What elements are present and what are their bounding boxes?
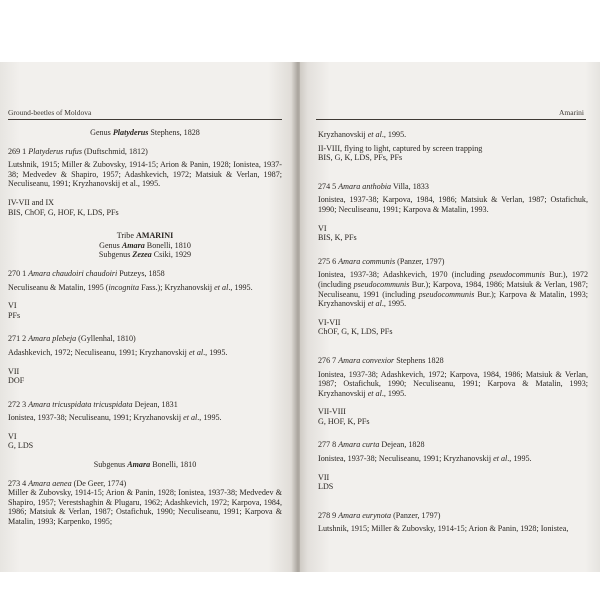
species-habitats-275: ChOF, G, K, LDS, PFs xyxy=(318,327,393,337)
species-months-270: VI xyxy=(8,301,17,311)
species-habitats-277: LDS xyxy=(318,482,334,492)
species-refs-278: Lutshnik, 1915; Miller & Zubovsky, 1914-15; Arion & Panin, 1928; Ionistea, xyxy=(318,524,569,534)
species-months-275: VI-VII xyxy=(318,317,341,327)
species-refs-274: Ionistea, 1937-38; Karpova, 1984, 1986; Matsiuk & Verlan, 1987; Ostafichuk, 1990; Neculiseanu, 1991; Karpova & Matalin, 1993. xyxy=(318,195,588,214)
continued-refs-273: Kryzhanovskij et al., 1995. xyxy=(318,130,407,139)
species-title-272: 272 3 Amara tricuspidata tricuspidata Dejean, 1831 xyxy=(8,399,178,409)
tribe-heading-amarini: Tribe AMARINI xyxy=(116,231,174,241)
species-refs-277: Ionistea, 1937-38; Neculiseanu, 1991; Kryzhanovskij et al., 1995. xyxy=(318,454,532,464)
species-refs-273: Miller & Zubovsky, 1914-15; Arion & Panin, 1928; Ionistea, 1937-38; Medvedev & Shapiro, 1957; Verestshaghin & Plugaru, 1962; Adashkevich, 1972; Karpova, 1984, 1986; Matsiuk & Verlan, 1987; Ostafichuk, 1990; Neculiseanu, 1991; Karpova & Matalin, 1993; Karpenko, 1995; xyxy=(8,488,282,527)
species-refs-270: Neculiseanu & Matalin, 1995 (incognita Fass.); Kryzhanovskij et al., 1995. xyxy=(8,282,253,292)
species-refs-275: Ionistea, 1937-38; Adashkevich, 1970 (including pseudocommunis Bur.), 1972 (including pseudocommunis Bur.); Karpova, 1984, 1986; Matsiuk & Verlan, 1987; Neculiseanu, 1991 (including pseudocommunis Bur.); Karpova & Matalin, 1993; Kryzhanovskij et al., 1995. xyxy=(318,270,589,309)
species-months-272: VI xyxy=(8,431,17,441)
species-title-271: 271 2 Amara plebeja (Gyllenhal, 1810) xyxy=(8,334,136,344)
subgenus-heading-amara: Subgenus Amara Bonelli, 1810 xyxy=(93,460,197,470)
header-rule-left xyxy=(8,119,282,120)
species-habitats-269: BIS, ChOF, G, HOF, K, LDS, PFs xyxy=(8,207,119,217)
species-refs-271: Adashkevich, 1972; Neculiseanu, 1991; Kryzhanovskij et al., 1995. xyxy=(8,347,228,357)
header-rule-right xyxy=(316,119,586,120)
species-habitats-274: BIS, K, PFs xyxy=(318,233,357,243)
species-months-273: II-VIII, flying to light, captured by screen trapping xyxy=(318,143,483,153)
species-title-269: 269 1 Platyderus rufus (Duftschmid, 1812) xyxy=(8,146,148,156)
species-habitats-276: G, HOF, K, PFs xyxy=(318,416,370,426)
species-refs-272: Ionistea, 1937-38; Neculiseanu, 1991; Kryzhanovskij et al., 1995. xyxy=(8,413,222,423)
right-page xyxy=(300,62,600,572)
species-refs-269: Lutshnik, 1915; Miller & Zubovsky, 1914-15; Arion & Panin, 1928; Ionistea, 1937-38; Medvedev & Shapiro, 1957; Adashkevich, 1972; Matsiuk & Verlan, 1987; Neculiseanu, 1991; Kryzhanovskij et al., 1995. xyxy=(8,160,282,189)
subgenus-heading-zezea: Subgenus Zezea Csiki, 1929 xyxy=(98,250,192,260)
species-months-269: IV-VII and IX xyxy=(8,197,55,207)
species-title-275: 275 6 Amara communis (Panzer, 1797) xyxy=(318,256,445,266)
species-habitats-273: BIS, G, K, LDS, PFs, PFs xyxy=(318,153,403,163)
species-habitats-270: PFs xyxy=(8,310,21,320)
species-title-277: 277 8 Amara curta Dejean, 1828 xyxy=(318,440,425,450)
species-title-270: 270 1 Amara chaudoiri chaudoiri Putzeys, 1858 xyxy=(8,268,165,278)
species-habitats-271: DOF xyxy=(8,376,25,386)
species-months-274: VI xyxy=(318,223,327,233)
species-months-276: VII-VIII xyxy=(318,407,346,417)
genus-heading-amara: Genus Amara Bonelli, 1810 xyxy=(99,240,191,250)
species-months-277: VII xyxy=(318,472,330,482)
species-months-271: VII xyxy=(8,366,20,376)
species-habitats-272: G, LDS xyxy=(8,441,34,451)
left-page-content xyxy=(8,128,282,527)
species-title-273: 273 4 Amara aenea (De Geer, 1774) xyxy=(8,478,127,488)
species-title-276: 276 7 Amara convexior Stephens 1828 xyxy=(318,355,444,365)
species-title-274: 274 5 Amara anthobia Villa, 1833 xyxy=(318,181,429,191)
running-header-right: Amarini xyxy=(559,108,584,117)
left-page xyxy=(0,62,296,572)
species-title-278: 278 9 Amara eurynota (Panzer, 1797) xyxy=(318,510,441,520)
genus-heading-platyderus: Genus Platyderus Stephens, 1828 xyxy=(90,128,200,137)
open-book xyxy=(0,62,600,572)
right-page-content xyxy=(318,130,588,534)
running-header-left: Ground-beetles of Moldova xyxy=(8,108,92,117)
species-refs-276: Ionistea, 1937-38; Adashkevich, 1972; Karpova, 1984, 1986; Matsiuk & Verlan, 1987; Ostafichuk, 1990; Neculiseanu, 1991; Karpova & Matalin, 1993; Kryzhanovskij et al., 1995. xyxy=(318,369,588,398)
